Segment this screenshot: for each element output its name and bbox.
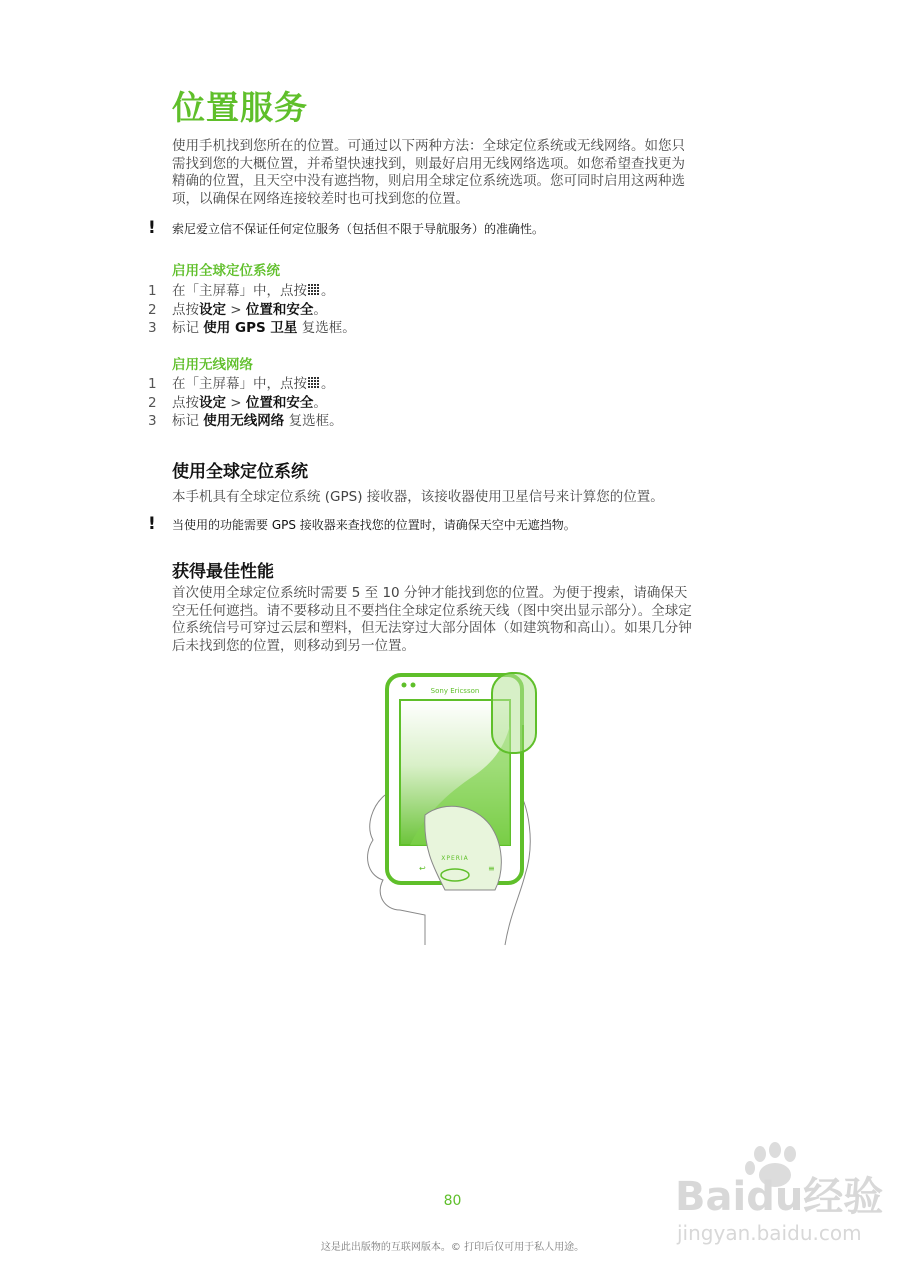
watermark-logo-text: Baidu经验 xyxy=(675,1174,884,1220)
svg-text:↩: ↩ xyxy=(419,864,426,873)
phone-in-hand-illustration xyxy=(355,665,555,950)
svg-text:≡: ≡ xyxy=(488,864,495,873)
step-item xyxy=(148,319,356,338)
paragraph-line: 首次使用全球定位系统时需要 5 至 10 分钟才能找到您的位置。为便于搜索，请确保天 xyxy=(172,585,688,601)
step-text: 在「主屏幕」中，点按 xyxy=(172,376,307,392)
step-text-end: 。 xyxy=(321,283,335,299)
page-number: 80 xyxy=(443,1193,462,1209)
step-item xyxy=(148,412,343,431)
step-number: 2 xyxy=(148,301,157,318)
step-item xyxy=(148,375,343,394)
step-item xyxy=(148,394,343,413)
step-item xyxy=(148,301,356,320)
step-number: 3 xyxy=(148,413,157,429)
section-heading-use-gps: 使用全球定位系统 xyxy=(172,462,308,482)
model-text: XPERIA xyxy=(441,855,469,862)
watermark-url: jingyan.baidu.com xyxy=(677,1221,862,1245)
intro-paragraph xyxy=(172,138,760,208)
exclamation-icon: ! xyxy=(148,218,156,238)
best-performance-paragraph xyxy=(172,585,760,655)
step-number: 1 xyxy=(148,376,157,392)
step-text: 在「主屏幕」中，点按 xyxy=(172,283,307,299)
intro-line: 需找到您的大概位置，并希望快速找到，则最好启用无线网络选项。如您希望查找更为 xyxy=(172,155,685,172)
apps-grid-icon xyxy=(308,377,320,389)
step-bold: 设定 xyxy=(199,394,226,411)
paragraph-line: 空无任何遮挡。请不要移动且不要挡住全球定位系统天线（图中突出显示部分）。全球定 xyxy=(172,602,692,619)
step-number: 2 xyxy=(148,394,157,411)
steps-wifi xyxy=(148,375,343,431)
step-separator: > xyxy=(226,394,246,411)
step-number: 1 xyxy=(148,283,157,299)
step-separator: > xyxy=(226,301,246,318)
page-title: 位置服务 xyxy=(172,88,308,127)
step-text-end: 。 xyxy=(321,376,335,392)
step-text: 标记 xyxy=(172,413,204,429)
step-text: 点按 xyxy=(172,301,199,318)
intro-line: 项，以确保在网络连接较差时也可找到您的位置。 xyxy=(172,190,469,207)
steps-gps xyxy=(148,282,356,338)
step-text: 点按 xyxy=(172,394,199,411)
brand-text: Sony Ericsson xyxy=(430,687,480,695)
step-text-end: 。 xyxy=(313,394,327,411)
step-number: 3 xyxy=(148,320,157,336)
step-bold: 使用 GPS 卫星 xyxy=(203,320,298,336)
paragraph-line: 后未找到您的位置，则移动到另一位置。 xyxy=(172,637,415,654)
note-text: 索尼爱立信不保证任何定位服务（包括但不限于导航服务）的准确性。 xyxy=(172,222,545,236)
note-text: 当使用的功能需要 GPS 接收器来查找您的位置时，请确保天空中无遮挡物。 xyxy=(172,518,576,532)
step-text-end: 复选框。 xyxy=(284,413,343,429)
gps-antenna-highlight xyxy=(492,673,536,753)
section-heading-best-performance: 获得最佳性能 xyxy=(172,562,274,582)
step-item xyxy=(148,282,356,301)
step-text: 标记 xyxy=(172,320,204,336)
step-text-end: 。 xyxy=(313,301,327,318)
step-bold: 设定 xyxy=(199,301,226,318)
intro-line: 使用手机找到您所在的位置。可通过以下两种方法：全球定位系统或无线网络。如您只 xyxy=(172,138,685,154)
warning-note xyxy=(148,514,576,534)
intro-line: 精确的位置，且天空中没有遮挡物，则启用全球定位系统选项。您可同时启用这两种选 xyxy=(172,173,685,189)
section-heading-enable-gps: 启用全球定位系统 xyxy=(172,263,280,279)
paragraph-line: 位系统信号可穿过云层和塑料，但无法穿过大部分固体（如建筑物和高山）。如果几分钟 xyxy=(172,620,692,636)
step-bold: 位置和安全 xyxy=(245,394,314,411)
apps-grid-icon xyxy=(308,284,320,296)
footer-note: 这是此出版物的互联网版本。© 打印后仅可用于私人用途。 xyxy=(320,1242,585,1253)
step-bold: 位置和安全 xyxy=(245,301,314,318)
warning-note xyxy=(148,218,544,238)
gps-description: 本手机具有全球定位系统 (GPS) 接收器，该接收器使用卫星信号来计算您的位置。 xyxy=(172,489,664,505)
section-heading-enable-wifi: 启用无线网络 xyxy=(172,357,253,373)
exclamation-icon: ! xyxy=(148,514,156,534)
baidu-watermark xyxy=(665,1140,885,1260)
step-bold: 使用无线网络 xyxy=(203,413,285,429)
step-text-end: 复选框。 xyxy=(297,320,356,336)
